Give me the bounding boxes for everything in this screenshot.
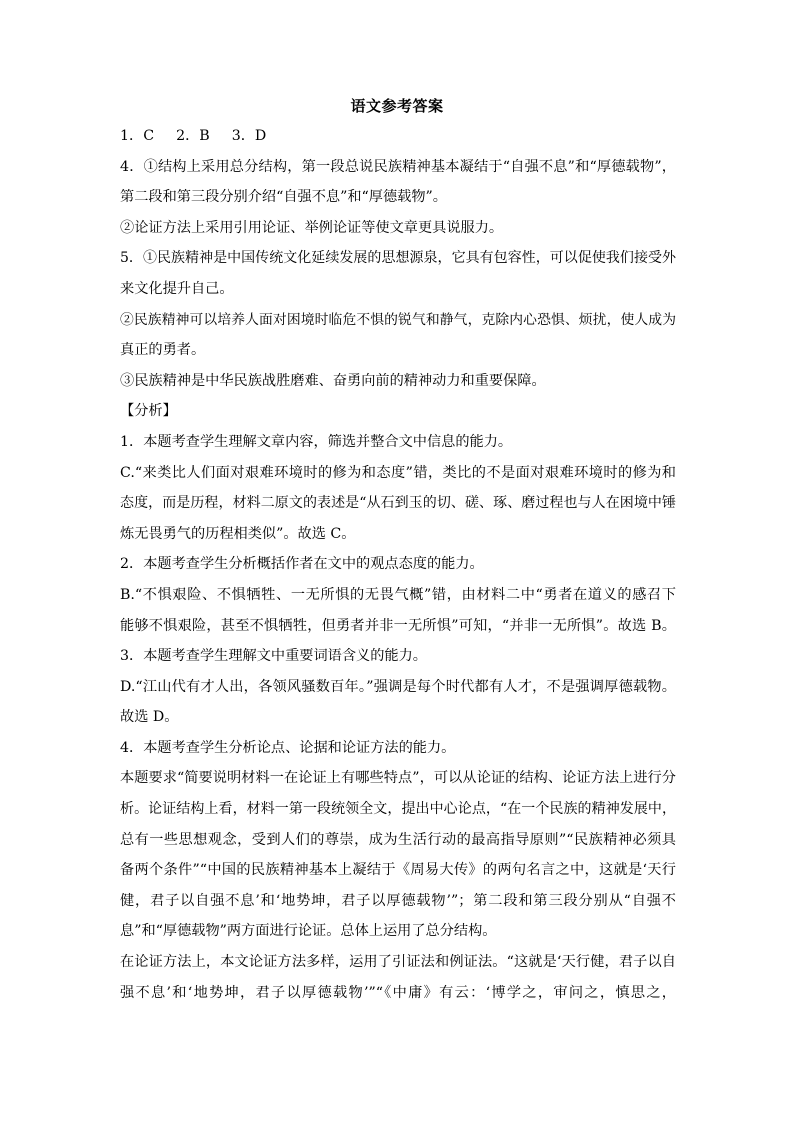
text-line: 4．①结构上采用总分结构，第一段总说民族精神基本凝结于“自强不息”和“厚德载物”， <box>120 158 676 175</box>
answer-line <box>120 121 676 152</box>
text-line: 1．本题考查学生理解文章内容，筛选并整合文中信息的能力。 <box>120 433 513 450</box>
text-line: 2．本题考查学生分析概括作者在文中的观点态度的能力。 <box>120 556 484 573</box>
text-line: D.“江山代有才人出，各领风骚数百年。”强调是每个时代都有人才，不是强调厚德载物。 <box>120 678 676 695</box>
text-line: 态度，而是历程，材料二原文的表述是“从石到玉的切、磋、琢、磨过程也与人在困境中锤 <box>120 495 676 512</box>
text-line: 在论证方法上，本文论证方法多样，运用了引证法和例证法。“这就是‘天行健，君子以自 <box>120 954 676 971</box>
text-line: ②论证方法上采用引用论证、举例论证等使文章更具说服力。 <box>120 219 504 236</box>
text-line: 3．本题考查学生理解文中重要词语含义的能力。 <box>120 648 427 665</box>
text-line: 强不息’和‘地势坤，君子以厚德载物’”“《中庸》有云：‘博学之，审问之，慎思之， <box>120 984 676 1001</box>
text-line: 息”和“厚德载物”两方面进行论证。总体上运用了总分结构。 <box>120 923 497 940</box>
text-line: 备两个条件”“中国的民族精神基本上凝结于《周易大传》的两句名言之中，这就是‘天行 <box>120 862 676 879</box>
text-line: 4．本题考查学生分析论点、论据和论证方法的能力。 <box>120 739 456 756</box>
text-line: 真正的勇者。 <box>120 342 206 359</box>
text-line: 能够不惧艰险，甚至不惧牺牲，但勇者并非一无所惧”可知，“并非一无所惧”。故选 B。 <box>120 617 676 634</box>
text-line: ③民族精神是中华民族战胜磨难、奋勇向前的精神动力和重要保障。 <box>120 372 546 389</box>
text-line: 总有一些思想观念，受到人们的尊崇，成为生活行动的最高指导原则”“民族精神必须具 <box>120 831 676 848</box>
text-line: 第二段和第三段分别介绍“自强不息”和“厚德载物”。 <box>120 189 447 206</box>
text-line: 5．①民族精神是中国传统文化延续发展的思想源泉，它具有包容性，可以促使我们接受外 <box>120 250 676 267</box>
text-line: ②民族精神可以培养人面对困境时临危不惧的锐气和静气，克除内心恐惧、烦扰，使人成为 <box>120 311 676 328</box>
text-line: 故选 D。 <box>120 709 179 726</box>
document-body <box>120 121 676 1008</box>
text-line: 析。论证结构上看，材料一第一段统领全文，提出中心论点，“在一个民族的精神发展中， <box>120 801 676 818</box>
text-line: B.“不惧艰险、不惧牺牲、一无所惧的无畏气概”错，由材料二中“勇者在道义的感召下 <box>120 586 676 603</box>
text-line: 【分析】 <box>120 403 177 420</box>
answer-2: 2．B <box>176 128 210 144</box>
text-line: 炼无畏勇气的历程相类似”。故选 C。 <box>120 525 356 542</box>
answer-1: 1．C <box>120 128 155 144</box>
text-line: 本题要求“简要说明材料一在论证上有哪些特点”，可以从论证的结构、论证方法上进行分 <box>120 770 676 787</box>
text-line: C.“来类比人们面对艰难环境时的修为和态度”错，类比的不是面对艰难环境时的修为和 <box>120 464 676 481</box>
text-line: 健，君子以自强不息’和‘地势坤，君子以厚德载物’”；第二段和第三段分别从“自强不 <box>120 892 676 909</box>
answer-3: 3．D <box>231 128 267 144</box>
text-line: 来文化提升自己。 <box>120 280 234 297</box>
page-title: 语文参考答案 <box>350 97 444 115</box>
